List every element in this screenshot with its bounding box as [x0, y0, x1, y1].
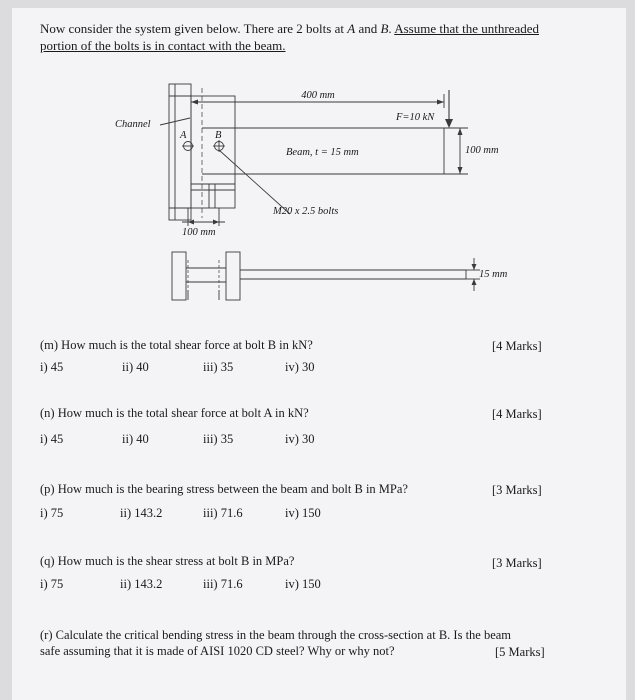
question-p-text: (p) How much is the bearing stress between the beam and bolt B in MPa?: [40, 482, 408, 496]
intro-line-1: Now consider the system given below. There are 2 bolts at A and B. Assume that the unthreaded: [40, 21, 539, 36]
label-100mm-right: 100 mm: [465, 145, 499, 156]
label-bolts: M20 x 2.5 bolts: [273, 206, 339, 217]
question-q-option-2: ii) 143.2: [120, 577, 163, 591]
intro-line-2: portion of the bolts is in contact with the beam.: [40, 38, 286, 53]
bolts-leader: [219, 150, 290, 214]
question-r-line-2: safe assuming that it is made of AISI 1020 CD steel? Why or why not?: [40, 644, 395, 658]
label-100mm-bottom: 100 mm: [182, 227, 216, 238]
question-q-option-4: iv) 150: [285, 577, 321, 591]
side-channel-right: [226, 252, 240, 300]
question-p-option-3: iii) 71.6: [203, 506, 243, 520]
question-m-marks: [4 Marks]: [492, 339, 542, 353]
question-m-option-1: i) 45: [40, 360, 64, 374]
label-400mm: 400 mm: [301, 90, 335, 101]
label-15mm: 15 mm: [479, 269, 508, 280]
question-n-marks: [4 Marks]: [492, 407, 542, 421]
document-page: [12, 8, 626, 700]
question-n-option-4: iv) 30: [285, 432, 315, 446]
question-p-option-4: iv) 150: [285, 506, 321, 520]
question-r-line-1: (r) Calculate the critical bending stress in the beam through the cross-section at B. Is the beam: [40, 628, 512, 642]
question-m-option-3: iii) 35: [203, 360, 234, 374]
force-arrowhead: [445, 119, 453, 128]
question-m-option-4: iv) 30: [285, 360, 315, 374]
label-beam: Beam, t = 15 mm: [286, 147, 359, 158]
bolted-beam-diagram: [12, 8, 626, 328]
question-n-option-2: ii) 40: [122, 432, 149, 446]
question-q-text: (q) How much is the shear stress at bolt B in MPa?: [40, 554, 295, 568]
side-channel-left: [172, 252, 186, 300]
question-m-text: (m) How much is the total shear force at bolt B in kN?: [40, 338, 313, 352]
question-n-text: (n) How much is the total shear force at bolt A in kN?: [40, 406, 309, 420]
label-channel: Channel: [115, 119, 151, 130]
question-q-marks: [3 Marks]: [492, 556, 542, 570]
question-r-marks: [5 Marks]: [495, 645, 545, 659]
question-p-option-1: i) 75: [40, 506, 64, 520]
label-bolt-b: B: [215, 130, 222, 141]
question-m-option-2: ii) 40: [122, 360, 149, 374]
question-q-option-3: iii) 71.6: [203, 577, 243, 591]
channel-web: [191, 96, 235, 208]
question-q-option-1: i) 75: [40, 577, 64, 591]
question-n-option-1: i) 45: [40, 432, 64, 446]
question-n-option-3: iii) 35: [203, 432, 234, 446]
question-p-marks: [3 Marks]: [492, 483, 542, 497]
question-p-option-2: ii) 143.2: [120, 506, 163, 520]
label-force: F=10 kN: [396, 112, 435, 123]
label-bolt-a: A: [180, 130, 187, 141]
channel-flange-outer: [169, 84, 191, 220]
